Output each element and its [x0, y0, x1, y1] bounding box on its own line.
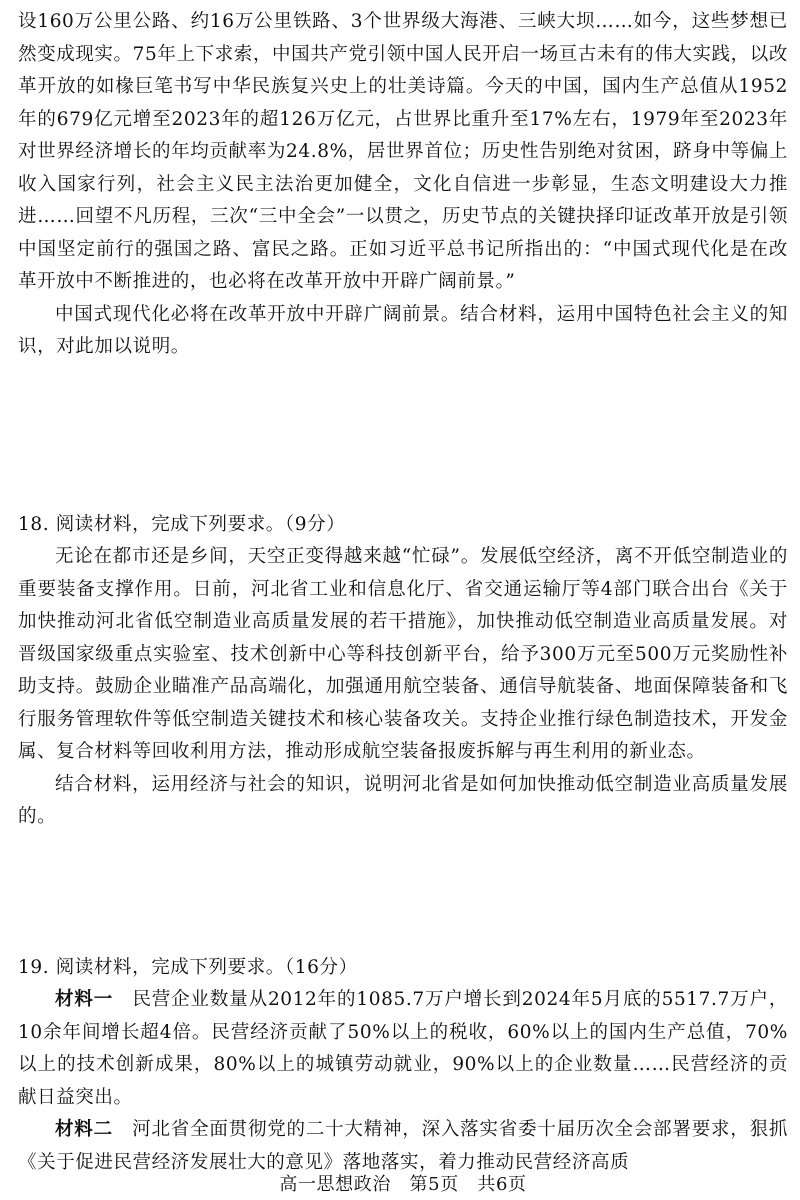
answer-space-q17	[18, 364, 788, 509]
q18-heading: 18. 阅读材料，完成下列要求。（9分）	[18, 513, 346, 535]
material-2-text: 河北省全面贯彻党的二十大精神，深入落实省委十届历次全会部署要求，狠抓《关于促进民营经济发展壮大的意见》落地落实，着力推动民营经济高质	[18, 1119, 788, 1173]
material-1-label: 材料一	[55, 989, 114, 1010]
q18-material-text: 无论在都市还是乡间，天空正变得越来越“忙碌”。发展低空经济，离不开低空制造业的重要装备支撑作用。日前，河北省工业和信息化厅、省交通运输厅等4部门联合出台《关于加快推动河北省低空制造业高质量发展的若干措施》，加快推动低空制造业高质量发展。对晋级国家级重点实验室、技术创新中心等科技创新平台，给予300万元至500万元奖励性补助支持。鼓励企业瞄准产品高端化，加强通用航空装备、通信导航装备、地面保障装备和飞行服务管理软件等低空制造关键技术和核心装备攻关。支持企业推行绿色制造技术，开发金属、复合材料等回收利用方法，推动形成航空装备报废拆解与再生利用的新业态。	[18, 546, 788, 762]
answer-space-q18	[18, 834, 788, 952]
page-footer: 高一思想政治 第5页 共6页	[279, 1174, 527, 1195]
q17-material-text: 设160万公里公路、约16万公里铁路、3个世界级大海港、三峡大坝……如今，这些梦想已然变成现实。75年上下求索，中国共产党引领中国人民开启一场亘古未有的伟大实践，以改革开放的如椽巨笔书写中华民族复兴史上的壮美诗篇。今天的中国，国内生产总值从1952年的679亿元增至2023年的超126万亿元，占世界比重升至17%左右，1979年至2023年对世界经济增长的年均贡献率为24.8%，居世界首位；历史性告别绝对贫困，跻身中等偏上收入国家行列，社会主义民主法治更加健全，文化自信进一步彰显，生态文明建设大力推进……回望不凡历程，三次“三中全会”一以贯之，历史节点的关键抉择印证改革开放是引领中国坚定前行的强国之路、富民之路。正如习近平总书记所指出的：“中国式现代化是在改革开放中不断推进的，也必将在改革开放中开辟广阔前景。”	[18, 11, 788, 292]
q18-question-text: 结合材料，运用经济与社会的知识，说明河北省是如何加快推动低空制造业高质量发展的。	[18, 773, 788, 827]
q17-question-text: 中国式现代化必将在改革开放中开辟广阔前景。结合材料，运用中国特色社会主义的知识，对此加以说明。	[18, 303, 788, 357]
q19-material-1	[18, 984, 788, 1114]
material-1-text: 民营企业数量从2012年的1085.7万户增长到2024年5月底的5517.7万户，10余年间增长超4倍。民营经济贡献了50%以上的税收，60%以上的国内生产总值，70%以上的技术创新成果，80%以上的城镇劳动就业，90%以上的企业数量……民营经济的贡献日益突出。	[18, 989, 788, 1108]
exam-page	[18, 6, 788, 1196]
q19-heading: 19. 阅读材料，完成下列要求。（16分）	[18, 956, 358, 978]
material-2-label: 材料二	[55, 1119, 113, 1140]
